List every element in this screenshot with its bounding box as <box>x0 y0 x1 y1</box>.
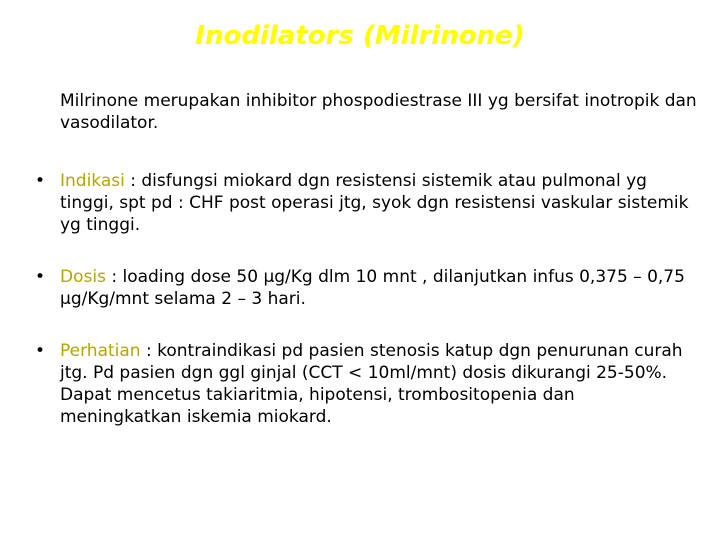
bullet-dot-icon: • <box>34 171 46 191</box>
bullet-text-perhatian: : kontraindikasi pd pasien stenosis katup dgn penurunan curah jtg. Pd pasien dgn ggl ginjal (CCT < 10ml/mnt) dosis dikurangi 25-50%. Dapat mencetus takiaritmia, hipotensi, trombositopenia dan meningkatkan iskemia miokard. <box>60 341 683 427</box>
bullet-perhatian <box>0 340 700 428</box>
term-indikasi: Indikasi <box>60 171 125 191</box>
term-dosis: Dosis <box>60 267 106 287</box>
bullet-dot-icon: • <box>34 341 46 361</box>
term-perhatian: Perhatian <box>60 341 141 361</box>
bullet-list <box>0 170 720 458</box>
bullet-text-indikasi: : disfungsi miokard dgn resistensi sistemik atau pulmonal yg tinggi, spt pd : CHF post operasi jtg, syok dgn resistensi vaskular sistemik yg tinggi. <box>60 171 689 235</box>
bullet-text-dosis: : loading dose 50 µg/Kg dlm 10 mnt , dilanjutkan infus 0,375 – 0,75 µg/Kg/mnt selama 2 – 3 hari. <box>60 267 685 309</box>
bullet-dot-icon: • <box>34 267 46 287</box>
slide-title: Inodilators (Milrinone) <box>195 21 525 51</box>
bullet-dosis <box>0 266 700 310</box>
intro-paragraph: Milrinone merupakan inhibitor phospodiestrase III yg bersifat inotropik dan vasodilator. <box>60 91 697 133</box>
bullet-indikasi <box>0 170 700 236</box>
